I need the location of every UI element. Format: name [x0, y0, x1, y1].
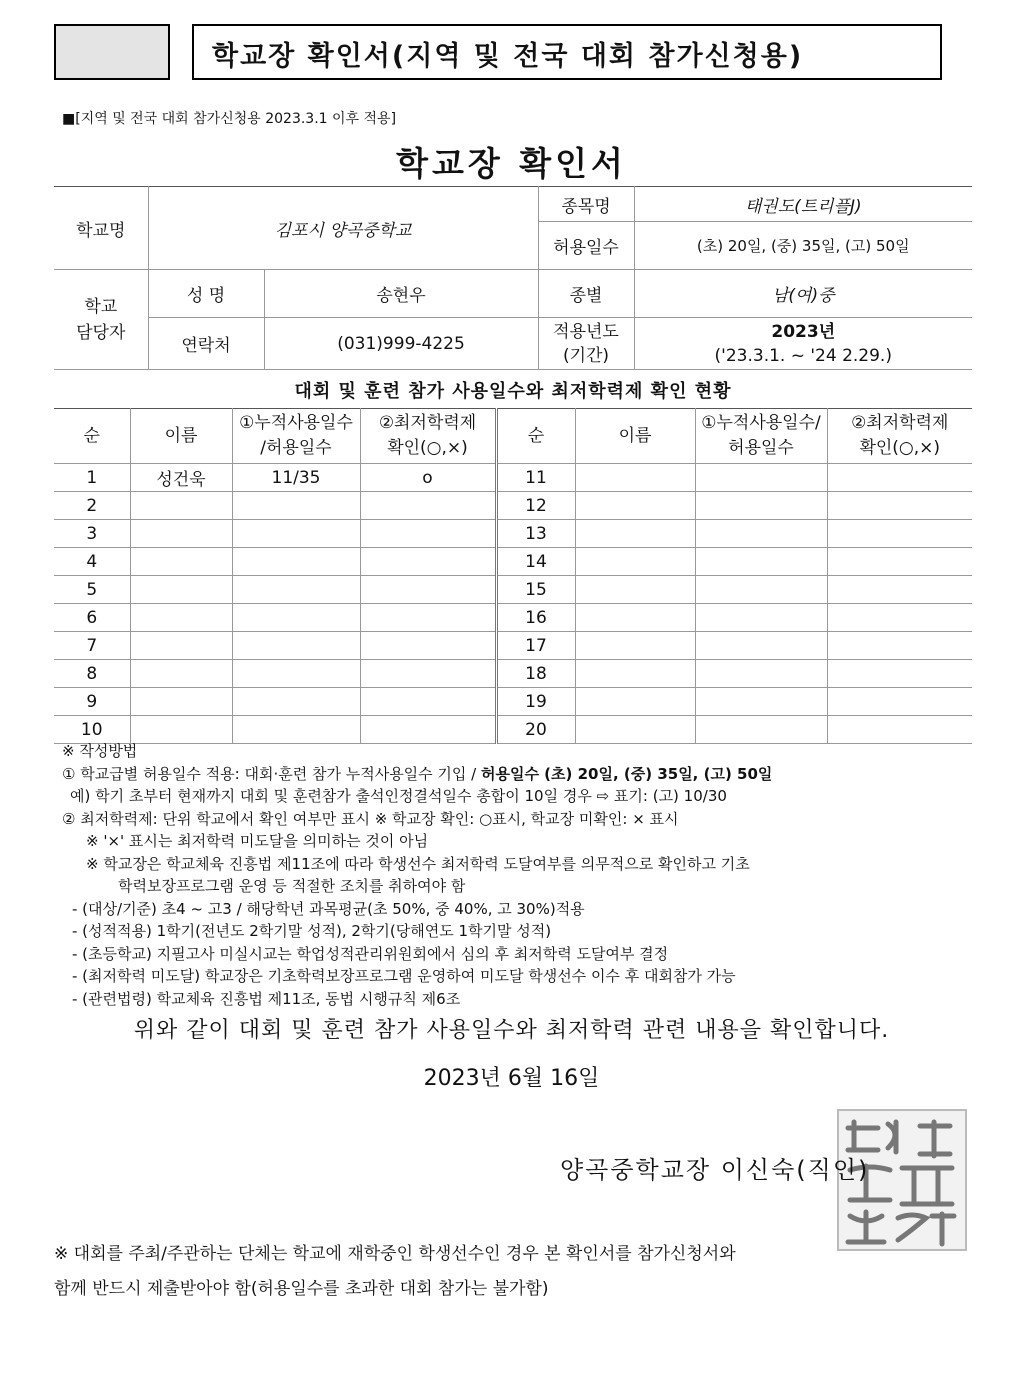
- table-cell-l-no: 5: [54, 576, 130, 604]
- table-cell-r-days: [695, 604, 827, 632]
- table-cell-l-name: [130, 660, 232, 688]
- footer-note: [54, 1237, 994, 1307]
- header-days: [232, 409, 360, 464]
- table-cell-l-name: [130, 492, 232, 520]
- table-cell-r-name: [575, 576, 695, 604]
- year-label: [538, 318, 634, 370]
- table-cell-r-no: 11: [496, 464, 575, 492]
- table-cell-r-name: [575, 520, 695, 548]
- header-name-right: 이름: [575, 409, 695, 464]
- table-cell-r-name: [575, 688, 695, 716]
- table-cell-l-no: 9: [54, 688, 130, 716]
- table-cell-l-check: [360, 548, 496, 576]
- table-cell-r-days: [695, 632, 827, 660]
- note-1: [62, 763, 982, 786]
- table-cell-r-days: [695, 576, 827, 604]
- table-cell-r-name: [575, 660, 695, 688]
- table-cell-r-name: [575, 464, 695, 492]
- detail-2: - (성적적용) 1학기(전년도 2학기말 성적), 2학기(당해연도 1학기말 성적): [72, 922, 552, 940]
- allowed-days-value: (초) 20일, (중) 35일, (고) 50일: [634, 222, 972, 270]
- table-row: [54, 632, 972, 660]
- header-days-line2: /허용일수: [260, 438, 332, 458]
- table-cell-r-check: [827, 576, 972, 604]
- header-days-right-line1: ①누적사용일수/: [701, 413, 821, 433]
- detail-4: - (최저학력 미도달) 학교장은 기초학력보장프로그램 운영하여 미도달 학생선수 이수 후 대회참가 가능: [72, 967, 736, 985]
- table-cell-l-check: [360, 604, 496, 632]
- manager-label-line1: 학교: [84, 296, 118, 317]
- note-1-text: ① 학교급별 허용일수 적용: 대회·훈련 참가 누적사용일수 기입 /: [62, 764, 481, 783]
- table-row: [54, 660, 972, 688]
- table-cell-l-no: 3: [54, 520, 130, 548]
- applicable-date-note: ■[지역 및 전국 대회 참가신청용 2023.3.1 이후 적용]: [62, 111, 397, 127]
- table-cell-l-check: [360, 492, 496, 520]
- table-cell-r-no: 12: [496, 492, 575, 520]
- note-1-example: 예) 학기 초부터 현재까지 대회 및 훈련참가 출석인정결석일수 총합이 10일 경우 ⇨ 표기: (고) 10/30: [70, 787, 727, 805]
- event-label: 종목명: [538, 187, 634, 222]
- table-cell-l-name: [130, 548, 232, 576]
- table-cell-l-name: [130, 520, 232, 548]
- table-cell-r-name: [575, 632, 695, 660]
- table-cell-l-check: o: [360, 464, 496, 492]
- note-2: ② 최저학력제: 단위 학교에서 확인 여부만 표시 ※ 학교장 확인: ○표시, 학교장 미확인: × 표시: [62, 809, 679, 828]
- table-cell-r-check: [827, 688, 972, 716]
- school-name-label: 학교명: [54, 187, 148, 270]
- signer-line: 양곡중학교장 이신숙(직인): [560, 1156, 870, 1184]
- table-cell-l-days: [232, 492, 360, 520]
- table-cell-l-check: [360, 660, 496, 688]
- table-cell-l-days: [232, 660, 360, 688]
- table-cell-l-days: 11/35: [232, 464, 360, 492]
- year-value-line2: ('23.3.1. ~ '24 2.29.): [714, 345, 892, 366]
- header-check-right-line2: 확인(○,×): [859, 438, 941, 458]
- header-check-line2: 확인(○,×): [387, 438, 468, 458]
- table-cell-r-no: 16: [496, 604, 575, 632]
- manager-label: [54, 270, 148, 370]
- header-check: [360, 409, 496, 464]
- table-cell-r-days: [695, 492, 827, 520]
- confirmation-statement: 위와 같이 대회 및 훈련 참가 사용일수와 최저학력 관련 내용을 확인합니다.: [133, 1018, 890, 1043]
- footer-line-1: ※ 대회를 주최/주관하는 단체는 학교에 재학중인 학생선수인 경우 본 확인서를 참가신청서와: [54, 1244, 736, 1264]
- table-cell-r-days: [695, 520, 827, 548]
- table-row: [54, 492, 972, 520]
- header-days-right: [695, 409, 827, 464]
- table-cell-l-days: [232, 548, 360, 576]
- header-name: 이름: [130, 409, 232, 464]
- table-cell-r-check: [827, 464, 972, 492]
- table-cell-r-no: 14: [496, 548, 575, 576]
- year-label-line2: (기간): [562, 345, 610, 366]
- header-check-line1: ②최저학력제: [378, 413, 477, 433]
- header-no: 순: [54, 409, 130, 464]
- year-label-line1: 적용년도: [553, 321, 619, 342]
- table-cell-r-name: [575, 604, 695, 632]
- year-value-line1: 2023년: [771, 321, 836, 342]
- table-cell-l-days: [232, 604, 360, 632]
- note-2-b1: ※ 학교장은 학교체육 진흥법 제11조에 따라 학생선수 최저학력 도달여부를 의무적으로 확인하고 기초: [86, 854, 750, 873]
- table-cell-r-check: [827, 660, 972, 688]
- blank-stamp-box: [54, 24, 170, 80]
- table-row: [54, 576, 972, 604]
- table-cell-r-days: [695, 548, 827, 576]
- table-cell-l-days: [232, 632, 360, 660]
- table-cell-l-check: [360, 520, 496, 548]
- detail-1: - (대상/기준) 초4 ~ 고3 / 해당학년 과목평균(초 50%, 중 40%, 고 30%)적용: [72, 899, 585, 918]
- table-cell-l-check: [360, 632, 496, 660]
- table-cell-l-no: 8: [54, 660, 130, 688]
- table-cell-l-no: 2: [54, 492, 130, 520]
- note-1-allowed: 허용일수 (초) 20일, (중) 35일, (고) 50일: [481, 764, 773, 783]
- table-cell-l-name: [130, 632, 232, 660]
- school-info-table: [54, 186, 972, 370]
- table-cell-r-no: 19: [496, 688, 575, 716]
- table-cell-r-check: [827, 492, 972, 520]
- table-cell-r-days: [695, 688, 827, 716]
- table-cell-l-no: 4: [54, 548, 130, 576]
- detail-5: - (관련법령) 학교체육 진흥법 제11조, 동법 시행규칙 제6조: [72, 989, 461, 1008]
- table-cell-l-days: [232, 576, 360, 604]
- notes-heading: ※ 작성방법: [62, 742, 138, 760]
- header-check-right-line1: ②최저학력제: [851, 413, 949, 433]
- table-cell-l-name: [130, 688, 232, 716]
- contact-label: 연락처: [148, 318, 264, 370]
- note-2-a: ※ '×' 표시는 최저학력 미도달을 의미하는 것이 아님: [86, 832, 429, 850]
- year-value: [634, 318, 972, 370]
- table-cell-r-check: [827, 520, 972, 548]
- status-section-title: 대회 및 훈련 참가 사용일수와 최저학력제 확인 현황: [294, 381, 732, 402]
- table-row: [54, 548, 972, 576]
- table-cell-r-no: 18: [496, 660, 575, 688]
- table-cell-l-days: [232, 688, 360, 716]
- table-cell-l-no: 10: [54, 716, 130, 744]
- manager-label-line2: 담당자: [76, 322, 126, 343]
- table-cell-r-no: 20: [496, 716, 575, 744]
- table-cell-r-no: 13: [496, 520, 575, 548]
- header-check-right: [827, 409, 972, 464]
- page-title: 학교장 확인서: [396, 144, 627, 183]
- table-row: [54, 464, 972, 492]
- table-cell-r-days: [695, 464, 827, 492]
- table-row: [54, 604, 972, 632]
- table-cell-r-no: 17: [496, 632, 575, 660]
- table-cell-r-check: [827, 604, 972, 632]
- table-cell-l-days: [232, 520, 360, 548]
- table-cell-l-check: [360, 688, 496, 716]
- footer-line-2: 함께 반드시 제출받아야 함(허용일수를 초과한 대회 참가는 불가함): [54, 1279, 549, 1299]
- table-cell-l-name: [130, 604, 232, 632]
- contact-value: (031)999-4225: [264, 318, 538, 370]
- table-cell-l-check: [360, 576, 496, 604]
- table-cell-r-no: 15: [496, 576, 575, 604]
- header-days-right-line2: 허용일수: [728, 438, 794, 458]
- table-cell-r-check: [827, 548, 972, 576]
- name-value: 송현우: [264, 270, 538, 318]
- gender-value: 남(여)중: [634, 270, 972, 318]
- event-value: 태권도(트리플J): [634, 187, 972, 222]
- table-row: [54, 688, 972, 716]
- issue-date: 2023년 6월 16일: [423, 1066, 600, 1091]
- allowed-days-label: 허용일수: [538, 222, 634, 270]
- gender-label: 종별: [538, 270, 634, 318]
- note-2-b2: 학력보장프로그램 운영 등 적절한 조치를 취하여야 함: [118, 877, 466, 895]
- table-cell-r-check: [827, 632, 972, 660]
- instructions: [62, 740, 982, 1010]
- table-cell-l-name: 성건욱: [130, 464, 232, 492]
- table-cell-l-no: 1: [54, 464, 130, 492]
- table-cell-l-no: 6: [54, 604, 130, 632]
- table-cell-l-no: 7: [54, 632, 130, 660]
- school-name-value: 김포시 양곡중학교: [148, 187, 538, 270]
- table-cell-r-days: [695, 660, 827, 688]
- table-row: [54, 520, 972, 548]
- form-title-box: 학교장 확인서(지역 및 전국 대회 참가신청용): [192, 24, 942, 80]
- table-cell-r-name: [575, 548, 695, 576]
- header-days-line1: ①누적사용일수: [239, 413, 353, 433]
- name-label: 성 명: [148, 270, 264, 318]
- header-no-right: 순: [496, 409, 575, 464]
- detail-3: - (초등학교) 지필고사 미실시교는 학업성적관리위원회에서 심의 후 최저학력 도달여부 결정: [72, 944, 669, 963]
- table-cell-l-name: [130, 576, 232, 604]
- table-cell-r-name: [575, 492, 695, 520]
- usage-status-table: [54, 408, 972, 744]
